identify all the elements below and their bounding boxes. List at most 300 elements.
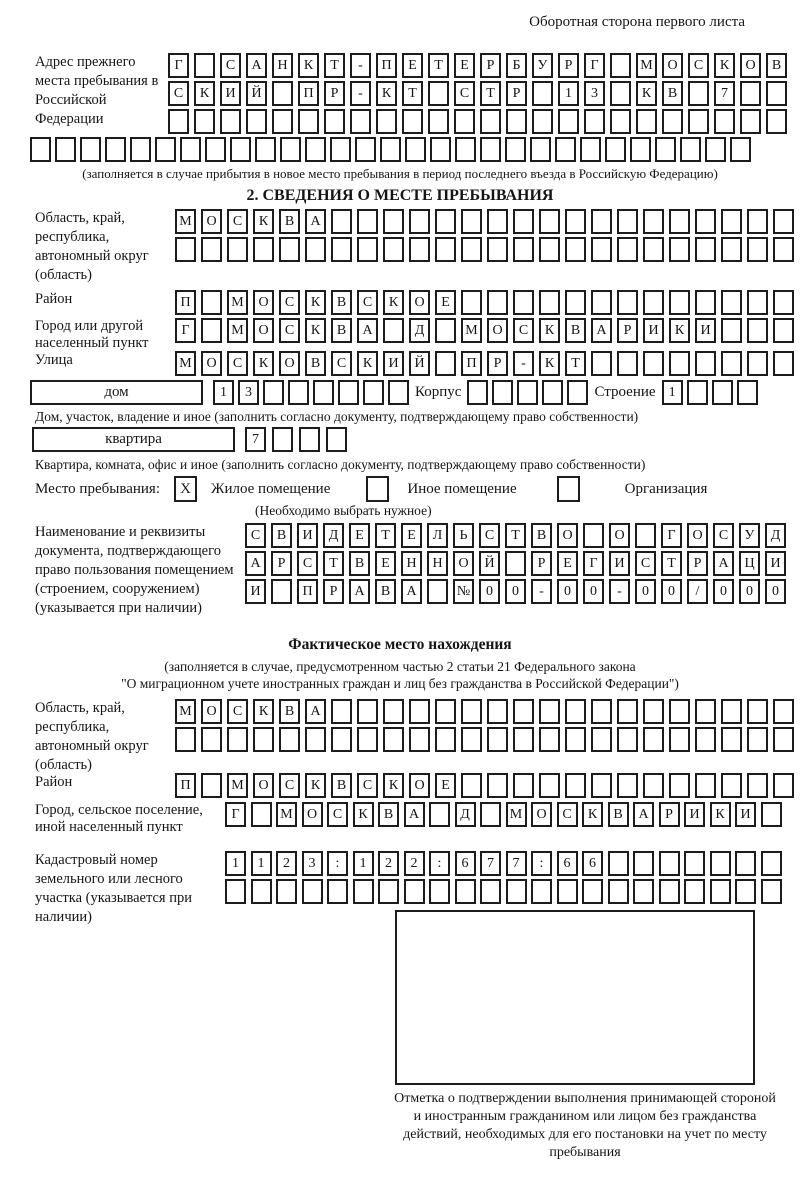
char-cell[interactable] (565, 290, 586, 315)
char-cell[interactable] (662, 109, 683, 134)
char-cell[interactable] (565, 699, 586, 724)
char-cell[interactable]: Б (506, 53, 527, 78)
char-cell[interactable] (643, 351, 664, 376)
char-cell[interactable]: - (513, 351, 534, 376)
char-cell[interactable] (610, 81, 631, 106)
char-cell[interactable] (688, 109, 709, 134)
char-cell[interactable] (591, 290, 612, 315)
char-cell[interactable] (721, 209, 742, 234)
char-cell[interactable] (721, 699, 742, 724)
char-cell[interactable]: Т (428, 53, 449, 78)
char-cell[interactable]: П (297, 579, 318, 604)
char-cell[interactable]: 0 (739, 579, 760, 604)
char-cell[interactable]: В (331, 773, 352, 798)
char-cell[interactable] (714, 109, 735, 134)
char-cell[interactable]: Н (401, 551, 422, 576)
char-cell[interactable] (617, 237, 638, 262)
char-cell[interactable] (747, 318, 768, 343)
char-cell[interactable]: О (201, 209, 222, 234)
char-cell[interactable]: М (506, 802, 527, 827)
char-cell[interactable]: В (531, 523, 552, 548)
char-cell[interactable]: А (245, 551, 266, 576)
char-cell[interactable] (435, 209, 456, 234)
char-cell[interactable] (272, 81, 293, 106)
char-cell[interactable]: У (739, 523, 760, 548)
char-cell[interactable]: 0 (583, 579, 604, 604)
char-cell[interactable]: 1 (225, 851, 246, 876)
char-cell[interactable]: А (404, 802, 425, 827)
char-cell[interactable] (324, 109, 345, 134)
char-cell[interactable]: Р (323, 579, 344, 604)
char-cell[interactable]: В (331, 290, 352, 315)
char-cell[interactable] (405, 137, 426, 162)
char-cell[interactable] (480, 109, 501, 134)
char-cell[interactable] (737, 380, 758, 405)
char-cell[interactable] (298, 109, 319, 134)
char-cell[interactable] (539, 237, 560, 262)
char-cell[interactable]: И (220, 81, 241, 106)
char-cell[interactable] (402, 109, 423, 134)
char-cell[interactable]: 6 (557, 851, 578, 876)
char-cell[interactable]: О (253, 318, 274, 343)
char-cell[interactable]: 7 (714, 81, 735, 106)
char-cell[interactable]: Т (375, 523, 396, 548)
char-cell[interactable]: Е (435, 290, 456, 315)
char-cell[interactable]: О (302, 802, 323, 827)
char-cell[interactable]: Т (323, 551, 344, 576)
char-cell[interactable]: 7 (506, 851, 527, 876)
char-cell[interactable] (580, 137, 601, 162)
char-cell[interactable] (327, 879, 348, 904)
char-cell[interactable]: К (357, 351, 378, 376)
char-cell[interactable] (378, 879, 399, 904)
char-cell[interactable] (313, 380, 334, 405)
char-cell[interactable] (383, 727, 404, 752)
char-cell[interactable] (513, 209, 534, 234)
char-cell[interactable] (695, 727, 716, 752)
char-cell[interactable]: 0 (635, 579, 656, 604)
checkbox-residential[interactable]: X (174, 476, 197, 502)
char-cell[interactable]: С (227, 699, 248, 724)
char-cell[interactable]: Й (409, 351, 430, 376)
char-cell[interactable] (669, 773, 690, 798)
char-cell[interactable] (557, 879, 578, 904)
char-cell[interactable] (271, 579, 292, 604)
char-cell[interactable]: К (539, 351, 560, 376)
char-cell[interactable]: С (688, 53, 709, 78)
char-cell[interactable]: И (643, 318, 664, 343)
char-cell[interactable] (773, 318, 794, 343)
char-cell[interactable] (684, 879, 705, 904)
char-cell[interactable] (427, 579, 448, 604)
char-cell[interactable] (180, 137, 201, 162)
char-cell[interactable] (30, 137, 51, 162)
char-cell[interactable] (305, 237, 326, 262)
char-cell[interactable] (205, 137, 226, 162)
char-cell[interactable]: А (357, 318, 378, 343)
char-cell[interactable] (175, 237, 196, 262)
char-cell[interactable] (357, 727, 378, 752)
char-cell[interactable] (643, 773, 664, 798)
char-cell[interactable]: М (276, 802, 297, 827)
char-cell[interactable] (430, 137, 451, 162)
char-cell[interactable]: М (227, 318, 248, 343)
char-cell[interactable] (280, 137, 301, 162)
char-cell[interactable] (695, 773, 716, 798)
char-cell[interactable]: Т (505, 523, 526, 548)
char-cell[interactable] (227, 237, 248, 262)
char-cell[interactable]: 0 (479, 579, 500, 604)
char-cell[interactable]: В (608, 802, 629, 827)
char-cell[interactable]: А (591, 318, 612, 343)
char-cell[interactable] (773, 290, 794, 315)
char-cell[interactable] (539, 209, 560, 234)
char-cell[interactable]: Г (583, 551, 604, 576)
char-cell[interactable]: И (765, 551, 786, 576)
char-cell[interactable] (687, 380, 708, 405)
char-cell[interactable] (695, 209, 716, 234)
char-cell[interactable] (721, 237, 742, 262)
char-cell[interactable]: С (220, 53, 241, 78)
char-cell[interactable] (272, 427, 293, 452)
char-cell[interactable]: Е (349, 523, 370, 548)
char-cell[interactable]: С (297, 551, 318, 576)
char-cell[interactable] (740, 109, 761, 134)
char-cell[interactable] (487, 727, 508, 752)
char-cell[interactable]: М (175, 351, 196, 376)
char-cell[interactable] (227, 727, 248, 752)
char-cell[interactable]: Г (584, 53, 605, 78)
char-cell[interactable]: Г (175, 318, 196, 343)
char-cell[interactable]: К (194, 81, 215, 106)
char-cell[interactable] (659, 851, 680, 876)
char-cell[interactable] (539, 773, 560, 798)
char-cell[interactable]: 1 (662, 380, 683, 405)
char-cell[interactable] (201, 727, 222, 752)
char-cell[interactable] (506, 879, 527, 904)
char-cell[interactable] (487, 773, 508, 798)
char-cell[interactable] (721, 318, 742, 343)
char-cell[interactable]: Е (557, 551, 578, 576)
char-cell[interactable] (630, 137, 651, 162)
char-cell[interactable]: Е (375, 551, 396, 576)
char-cell[interactable] (246, 109, 267, 134)
char-cell[interactable] (288, 380, 309, 405)
char-cell[interactable]: К (710, 802, 731, 827)
char-cell[interactable] (695, 290, 716, 315)
char-cell[interactable] (505, 137, 526, 162)
char-cell[interactable]: А (246, 53, 267, 78)
char-cell[interactable] (383, 318, 404, 343)
char-cell[interactable]: Р (687, 551, 708, 576)
char-cell[interactable]: В (375, 579, 396, 604)
char-cell[interactable]: С (279, 773, 300, 798)
char-cell[interactable]: К (305, 318, 326, 343)
char-cell[interactable]: М (227, 290, 248, 315)
char-cell[interactable]: С (635, 551, 656, 576)
char-cell[interactable] (669, 290, 690, 315)
char-cell[interactable] (388, 380, 409, 405)
char-cell[interactable] (565, 727, 586, 752)
char-cell[interactable]: 0 (505, 579, 526, 604)
char-cell[interactable] (513, 699, 534, 724)
char-cell[interactable] (380, 137, 401, 162)
char-cell[interactable] (461, 290, 482, 315)
char-cell[interactable]: Й (246, 81, 267, 106)
char-cell[interactable]: У (532, 53, 553, 78)
char-cell[interactable]: А (305, 209, 326, 234)
char-cell[interactable] (513, 290, 534, 315)
char-cell[interactable] (617, 773, 638, 798)
char-cell[interactable] (565, 237, 586, 262)
char-cell[interactable] (201, 237, 222, 262)
char-cell[interactable]: И (735, 802, 756, 827)
char-cell[interactable]: Т (324, 53, 345, 78)
char-cell[interactable] (357, 209, 378, 234)
char-cell[interactable]: К (669, 318, 690, 343)
char-cell[interactable] (669, 351, 690, 376)
char-cell[interactable] (376, 109, 397, 134)
char-cell[interactable] (617, 699, 638, 724)
char-cell[interactable] (610, 53, 631, 78)
char-cell[interactable] (194, 109, 215, 134)
char-cell[interactable]: В (565, 318, 586, 343)
char-cell[interactable] (680, 137, 701, 162)
char-cell[interactable] (643, 290, 664, 315)
char-cell[interactable] (305, 137, 326, 162)
char-cell[interactable] (558, 109, 579, 134)
char-cell[interactable] (428, 81, 449, 106)
char-cell[interactable]: Г (225, 802, 246, 827)
char-cell[interactable] (429, 879, 450, 904)
char-cell[interactable]: Д (765, 523, 786, 548)
char-cell[interactable]: 2 (404, 851, 425, 876)
char-cell[interactable]: О (253, 290, 274, 315)
char-cell[interactable]: И (609, 551, 630, 576)
char-cell[interactable]: - (350, 53, 371, 78)
char-cell[interactable] (383, 699, 404, 724)
char-cell[interactable]: В (662, 81, 683, 106)
char-cell[interactable]: Ь (453, 523, 474, 548)
char-cell[interactable]: С (479, 523, 500, 548)
checkbox-organization[interactable] (557, 476, 580, 502)
char-cell[interactable] (105, 137, 126, 162)
char-cell[interactable] (461, 699, 482, 724)
char-cell[interactable]: В (279, 209, 300, 234)
char-cell[interactable]: В (378, 802, 399, 827)
char-cell[interactable] (530, 137, 551, 162)
char-cell[interactable] (655, 137, 676, 162)
char-cell[interactable]: В (271, 523, 292, 548)
char-cell[interactable]: С (279, 318, 300, 343)
char-cell[interactable]: К (376, 81, 397, 106)
char-cell[interactable] (517, 380, 538, 405)
char-cell[interactable]: Р (487, 351, 508, 376)
char-cell[interactable] (710, 879, 731, 904)
char-cell[interactable] (608, 851, 629, 876)
char-cell[interactable] (584, 109, 605, 134)
char-cell[interactable] (747, 290, 768, 315)
char-cell[interactable] (712, 380, 733, 405)
char-cell[interactable] (539, 727, 560, 752)
char-cell[interactable]: В (331, 318, 352, 343)
char-cell[interactable] (435, 318, 456, 343)
char-cell[interactable]: Р (324, 81, 345, 106)
char-cell[interactable]: Г (168, 53, 189, 78)
char-cell[interactable] (766, 81, 787, 106)
char-cell[interactable] (331, 699, 352, 724)
char-cell[interactable]: Г (661, 523, 682, 548)
char-cell[interactable] (633, 879, 654, 904)
char-cell[interactable] (591, 699, 612, 724)
char-cell[interactable]: С (713, 523, 734, 548)
char-cell[interactable] (487, 290, 508, 315)
char-cell[interactable] (279, 727, 300, 752)
char-cell[interactable] (513, 237, 534, 262)
char-cell[interactable]: В (766, 53, 787, 78)
char-cell[interactable]: Л (427, 523, 448, 548)
char-cell[interactable] (608, 879, 629, 904)
char-cell[interactable]: А (305, 699, 326, 724)
char-cell[interactable]: 7 (480, 851, 501, 876)
char-cell[interactable] (480, 137, 501, 162)
char-cell[interactable]: Р (271, 551, 292, 576)
char-cell[interactable]: П (175, 290, 196, 315)
char-cell[interactable]: И (383, 351, 404, 376)
char-cell[interactable] (253, 727, 274, 752)
char-cell[interactable] (331, 237, 352, 262)
char-cell[interactable] (225, 879, 246, 904)
char-cell[interactable]: О (662, 53, 683, 78)
char-cell[interactable]: П (461, 351, 482, 376)
char-cell[interactable] (461, 727, 482, 752)
char-cell[interactable]: О (453, 551, 474, 576)
char-cell[interactable]: Т (402, 81, 423, 106)
char-cell[interactable] (299, 427, 320, 452)
char-cell[interactable]: А (713, 551, 734, 576)
char-cell[interactable]: О (253, 773, 274, 798)
char-cell[interactable]: А (349, 579, 370, 604)
char-cell[interactable]: П (175, 773, 196, 798)
char-cell[interactable]: Д (323, 523, 344, 548)
char-cell[interactable] (435, 237, 456, 262)
char-cell[interactable]: - (350, 81, 371, 106)
char-cell[interactable]: В (279, 699, 300, 724)
char-cell[interactable]: С (357, 773, 378, 798)
char-cell[interactable] (610, 109, 631, 134)
char-cell[interactable] (230, 137, 251, 162)
char-cell[interactable]: В (349, 551, 370, 576)
char-cell[interactable]: 0 (765, 579, 786, 604)
char-cell[interactable]: 3 (584, 81, 605, 106)
char-cell[interactable] (480, 802, 501, 827)
char-cell[interactable]: С (454, 81, 475, 106)
char-cell[interactable]: П (376, 53, 397, 78)
char-cell[interactable] (409, 699, 430, 724)
char-cell[interactable] (591, 351, 612, 376)
char-cell[interactable]: Р (531, 551, 552, 576)
char-cell[interactable] (355, 137, 376, 162)
char-cell[interactable]: О (409, 773, 430, 798)
char-cell[interactable]: 7 (245, 427, 266, 452)
char-cell[interactable] (487, 699, 508, 724)
char-cell[interactable] (669, 237, 690, 262)
char-cell[interactable]: - (531, 579, 552, 604)
char-cell[interactable]: С (168, 81, 189, 106)
char-cell[interactable] (461, 237, 482, 262)
char-cell[interactable]: Ц (739, 551, 760, 576)
char-cell[interactable] (194, 53, 215, 78)
char-cell[interactable]: Р (506, 81, 527, 106)
char-cell[interactable] (669, 727, 690, 752)
char-cell[interactable]: К (253, 351, 274, 376)
char-cell[interactable]: 0 (661, 579, 682, 604)
char-cell[interactable] (331, 209, 352, 234)
char-cell[interactable] (735, 851, 756, 876)
char-cell[interactable]: В (305, 351, 326, 376)
char-cell[interactable] (350, 109, 371, 134)
char-cell[interactable] (605, 137, 626, 162)
char-cell[interactable] (428, 109, 449, 134)
char-cell[interactable]: - (609, 579, 630, 604)
char-cell[interactable] (253, 237, 274, 262)
char-cell[interactable] (201, 290, 222, 315)
char-cell[interactable] (740, 81, 761, 106)
char-cell[interactable] (730, 137, 751, 162)
char-cell[interactable] (721, 773, 742, 798)
char-cell[interactable] (617, 727, 638, 752)
char-cell[interactable]: О (557, 523, 578, 548)
char-cell[interactable]: М (636, 53, 657, 78)
char-cell[interactable]: 2 (276, 851, 297, 876)
char-cell[interactable] (617, 290, 638, 315)
char-cell[interactable] (353, 879, 374, 904)
char-cell[interactable] (357, 699, 378, 724)
char-cell[interactable]: О (687, 523, 708, 548)
char-cell[interactable]: И (684, 802, 705, 827)
char-cell[interactable] (487, 209, 508, 234)
char-cell[interactable] (591, 773, 612, 798)
char-cell[interactable]: : (531, 851, 552, 876)
char-cell[interactable] (455, 137, 476, 162)
char-cell[interactable]: О (609, 523, 630, 548)
char-cell[interactable] (455, 879, 476, 904)
char-cell[interactable] (773, 351, 794, 376)
char-cell[interactable] (761, 879, 782, 904)
char-cell[interactable] (555, 137, 576, 162)
char-cell[interactable] (330, 137, 351, 162)
char-cell[interactable] (435, 699, 456, 724)
char-cell[interactable]: 6 (455, 851, 476, 876)
char-cell[interactable]: А (401, 579, 422, 604)
char-cell[interactable]: 3 (302, 851, 323, 876)
char-cell[interactable] (542, 380, 563, 405)
char-cell[interactable]: М (227, 773, 248, 798)
char-cell[interactable] (363, 380, 384, 405)
char-cell[interactable]: : (327, 851, 348, 876)
char-cell[interactable]: 3 (238, 380, 259, 405)
char-cell[interactable] (747, 209, 768, 234)
char-cell[interactable] (643, 699, 664, 724)
char-cell[interactable]: Е (402, 53, 423, 78)
char-cell[interactable]: К (253, 209, 274, 234)
char-cell[interactable]: О (531, 802, 552, 827)
char-cell[interactable] (669, 699, 690, 724)
char-cell[interactable] (773, 773, 794, 798)
char-cell[interactable] (326, 427, 347, 452)
char-cell[interactable] (747, 773, 768, 798)
char-cell[interactable]: Р (617, 318, 638, 343)
